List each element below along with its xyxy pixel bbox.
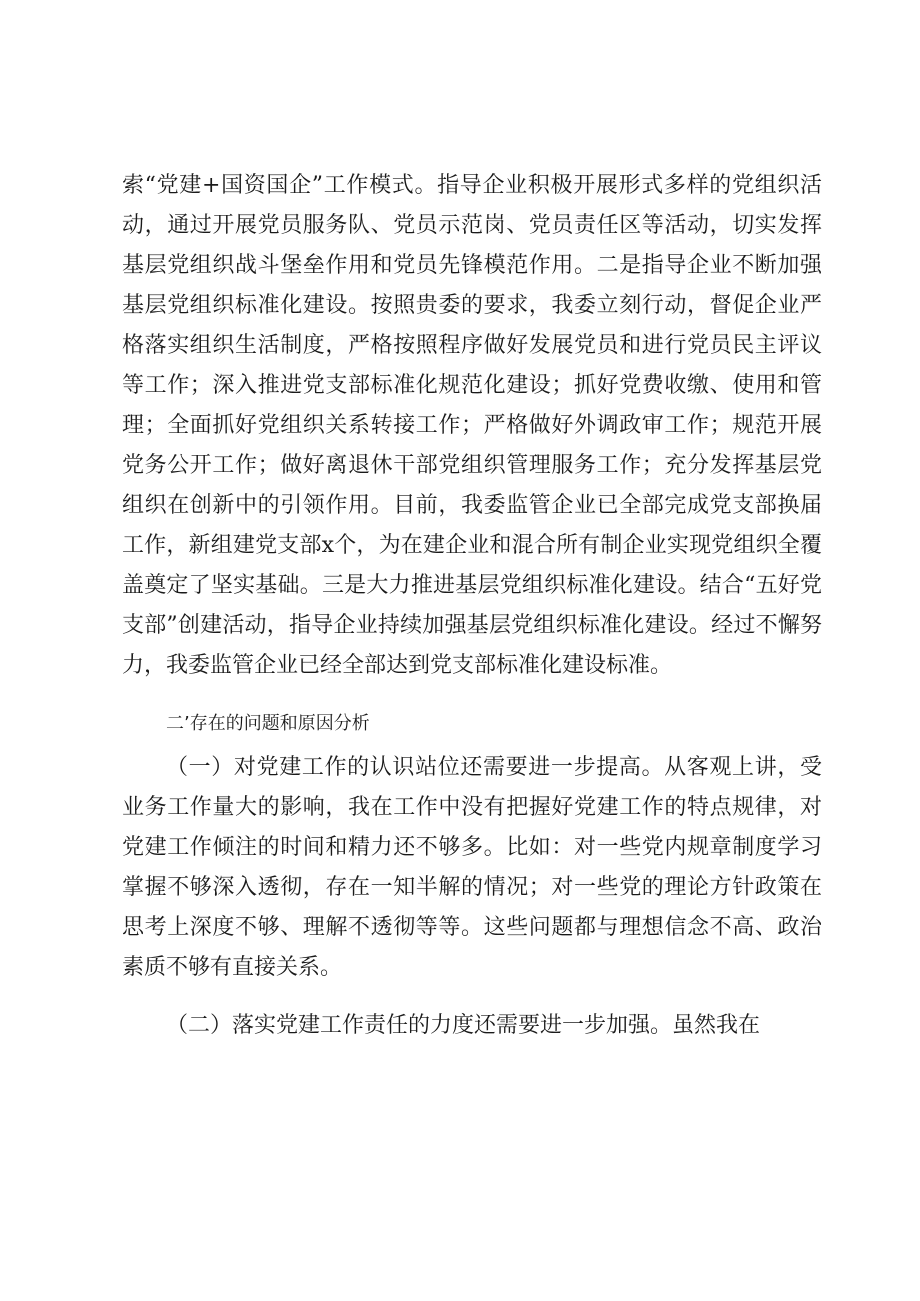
paragraph-spacer [122,988,822,1006]
body-paragraph-3: （二）落实党建工作责任的力度还需要进一步加强。虽然我在 [166,1013,761,1038]
document-body [122,166,822,1046]
body-paragraph-1: 索“党建+国资国企”工作模式。指导企业积极开展形式多样的党组织活动，通过开展党员服务队、党员示范岗、党员责任区等活动，切实发挥基层党组织战斗堡垒作用和党员先锋模范作用。二是指导企业不断加强基层党组织标准化建设。按照贵委的要求，我委立刻行动，督促企业严格落实组织生活制度，严格按照程序做好发展党员和进行党员民主评议等工作；深入推进党支部标准化规范化建设；抓好党费收缴、使用和管理；全面抓好党组织关系转接工作；严格做好外调政审工作；规范开展党务公开工作；做好离退休干部党组织管理服务工作；充分发挥基层党组织在创新中的引领作用。目前，我委监管企业已全部完成党支部换届工作，新组建党支部x个，为在建企业和混合所有制企业实现党组织全覆盖奠定了坚实基础。三是大力推进基层党组织标准化建设。结合“五好党支部”创建活动，指导企业持续加强基层党组织标准化建设。经过不懈努力，我委监管企业已经全部达到党支部标准化建设标准。 [122,173,822,678]
body-paragraph-2: （一）对党建工作的认识站位还需要进一步提高。从客观上讲，受业务工作量大的影响，我在工作中没有把握好党建工作的特点规律，对党建工作倾注的时间和精力还不够多。比如：对一些党内规章制度学习掌握不够深入透彻，存在一知半解的情况；对一些党的理论方针政策在思考上深度不够、理解不透彻等等。这些问题都与理想信念不高、政治素质不够有直接关系。 [122,755,822,980]
section-heading: 二’存在的问题和原因分析 [166,713,370,734]
